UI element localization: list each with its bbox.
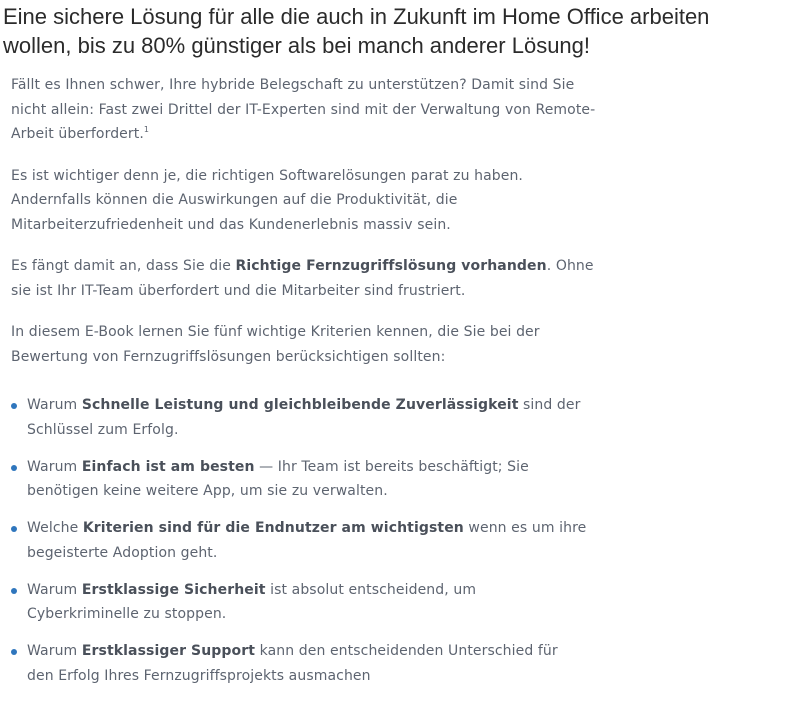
bullet-dot-icon	[11, 526, 17, 532]
list-item-text-bold: Erstklassige Sicherheit	[81, 581, 266, 598]
list-item-text-after: — Ihr Team ist bereits beschäftigt; Sie benötigen keine weitere App, um sie zu verwalten.	[27, 458, 529, 499]
importance-paragraph	[11, 164, 601, 238]
list-item-text-after: wenn es um ihre begeisterte Adoption geht.	[27, 520, 587, 561]
solution-text-after: . Ohne sie ist Ihr IT-Team überfordert und die Mitarbeiter sind frustriert.	[11, 258, 594, 299]
list-item	[11, 393, 587, 442]
article-body	[11, 73, 611, 701]
list-item	[11, 516, 587, 565]
ebook-paragraph	[11, 320, 601, 369]
solution-text-bold: Richtige Fernzugriffslösung vorhanden	[235, 258, 547, 274]
list-item-text-after: sind der Schlüssel zum Erfolg.	[27, 397, 581, 438]
list-item-text-bold: Einfach ist am besten	[81, 458, 255, 475]
list-item-text-before: Warum	[27, 643, 82, 659]
list-item	[11, 578, 587, 627]
list-item-text-before: Welche	[27, 520, 83, 536]
intro-text: Fällt es Ihnen schwer, Ihre hybride Belegschaft zu unterstützen? Damit sind Sie nicht allein: Fast zwei Drittel der IT-Experten sind mit der Verwaltung von Remote-Arbeit überfordert.	[11, 77, 596, 142]
list-item	[11, 639, 587, 688]
criteria-list	[11, 393, 611, 688]
list-item-text-before: Warum	[27, 397, 82, 413]
list-item-text-bold: Kriterien sind für die Endnutzer am wichtigsten	[82, 520, 464, 536]
list-item-text-bold: Schnelle Leistung und gleichbleibende Zuverlässigkeit	[81, 397, 519, 413]
bullet-dot-icon	[11, 403, 17, 409]
footnote-marker: 1	[143, 125, 150, 134]
bullet-dot-icon	[11, 649, 17, 655]
list-item-text-after: kann den entscheidenden Unterschied für den Erfolg Ihres Fernzugriffsprojekts ausmachen	[27, 643, 558, 684]
importance-text: Es ist wichtiger denn je, die richtigen Softwarelösungen parat zu haben. Andernfalls können die Auswirkungen auf die Produktivität, die Mitarbeiterzufriedenheit und das Kundenerlebnis massiv sein.	[11, 167, 523, 233]
bullet-dot-icon	[11, 465, 17, 471]
list-item-text-bold: Erstklassiger Support	[81, 643, 256, 659]
list-item-text-before: Warum	[27, 581, 82, 598]
intro-paragraph	[11, 73, 601, 147]
solution-text-before: Es fängt damit an, dass Sie die	[11, 258, 236, 274]
list-item	[11, 455, 587, 504]
list-item-text-before: Warum	[27, 458, 82, 475]
solution-paragraph	[11, 254, 601, 303]
bullet-dot-icon	[11, 588, 17, 594]
page-title: Eine sichere Lösung für alle die auch in Zukunft im Home Office arbeiten wollen, bis zu 80% günstiger als bei manch anderer Lösung!	[3, 4, 710, 58]
ebook-text: In diesem E-Book lernen Sie fünf wichtige Kriterien kennen, die Sie bei der Bewertung von Fernzugriffslösungen berücksichtigen sollten:	[11, 324, 540, 365]
list-item-text-after: ist absolut entscheidend, um Cyberkriminelle zu stoppen.	[27, 581, 477, 622]
